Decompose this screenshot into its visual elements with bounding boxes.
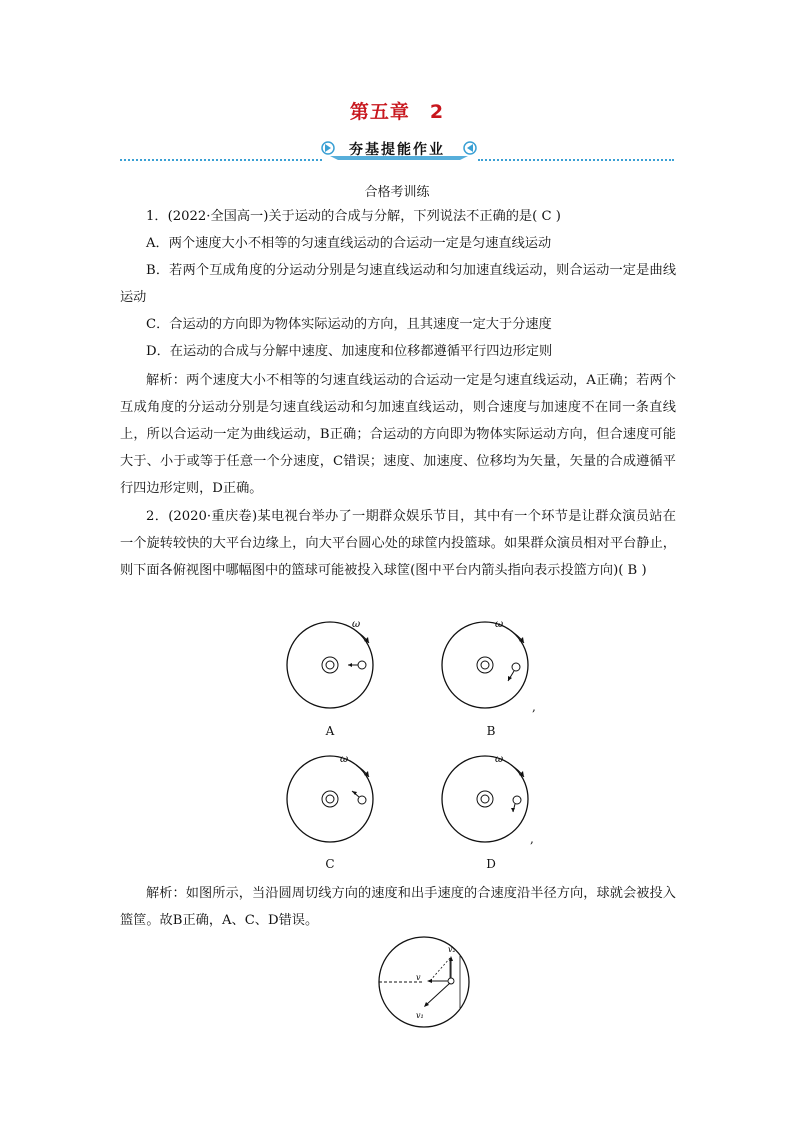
ball bbox=[513, 796, 521, 804]
q1-stem: 1．(2022·全国高一)关于运动的合成与分解，下列说法不正确的是( C ) bbox=[146, 209, 561, 224]
omega-label: ω bbox=[495, 754, 504, 765]
banner-label: 夯基提能作业 bbox=[349, 142, 445, 158]
q1-analysis: 解析：两个速度大小不相等的匀速直线运动的合运动一定是匀速直线运动，A正确；若两个互成角度的分运动分别是匀速直线运动和匀加速直线运动，则合速度与加速度不在同一条直线上，所以合运动一定为曲线运动，B正确；合运动的方向即为物体实际运动方向，但合速度可能大于、小于或等于任意一个分速度，C错误；速度、加速度、位移均为矢量，矢量的合成遵循平行四边形定则，D正确。 bbox=[120, 373, 676, 496]
figure-b-label: B bbox=[486, 724, 496, 738]
ball bbox=[358, 796, 366, 804]
figure-c bbox=[280, 752, 390, 852]
figure-a-label: A bbox=[325, 724, 335, 738]
q1-option-b: B．若两个互成角度的分运动分别是匀速直线运动和匀加速直线运动，则合运动一定是曲线运动 bbox=[120, 263, 676, 305]
figure-b bbox=[435, 615, 545, 715]
v1-label: v₁ bbox=[416, 1011, 424, 1020]
figure-a bbox=[280, 615, 390, 715]
figure-d bbox=[435, 752, 545, 852]
q1-option-d: D．在运动的合成与分解中速度、加速度和位移都遵循平行四边形定则 bbox=[146, 344, 553, 359]
omega-label: ω bbox=[340, 754, 349, 765]
q1-option-a: A．两个速度大小不相等的匀速直线运动的合运动一定是匀速直线运动 bbox=[146, 236, 552, 251]
chapter-title: 第五章 2 bbox=[349, 101, 445, 123]
figure-c-label: C bbox=[325, 857, 335, 871]
omega-label: ω bbox=[352, 619, 361, 630]
omega-label: ω bbox=[495, 619, 504, 630]
q1-option-c: C．合运动的方向即为物体实际运动的方向，且其速度一定大于分速度 bbox=[146, 317, 552, 332]
section-banner bbox=[120, 136, 674, 166]
ball bbox=[512, 663, 520, 671]
throw-arrow bbox=[511, 808, 515, 812]
v-label: v bbox=[416, 973, 421, 982]
v1-arrow bbox=[426, 983, 450, 1005]
section-subtitle: 合格考训练 bbox=[364, 185, 430, 200]
throw-arrow bbox=[348, 663, 352, 667]
figure-d-label: D bbox=[486, 857, 496, 871]
separator-mark: , bbox=[530, 832, 534, 846]
ball bbox=[448, 978, 454, 984]
q2-stem: 2．(2020·重庆卷)某电视台举办了一期群众娱乐节目，其中有一个环节是让群众演员站在一个旋转较快的大平台边缘上，向大平台圆心处的球筐内投篮球。如果群众演员相对平台静止，则下面各俯视图中哪幅图中的篮球可能被投入球筐(图中平台内箭头指向表示投篮方向)( B ) bbox=[120, 509, 676, 578]
q2-analysis: 解析：如图所示，当沿圆周切线方向的速度和出手速度的合速度沿半径方向，球就会被投入篮筐。故B正确，A、C、D错误。 bbox=[120, 886, 676, 928]
ball bbox=[358, 661, 366, 669]
analysis-diagram bbox=[360, 932, 490, 1032]
v2-label: v₂ bbox=[448, 945, 456, 954]
separator-mark: , bbox=[532, 700, 536, 714]
